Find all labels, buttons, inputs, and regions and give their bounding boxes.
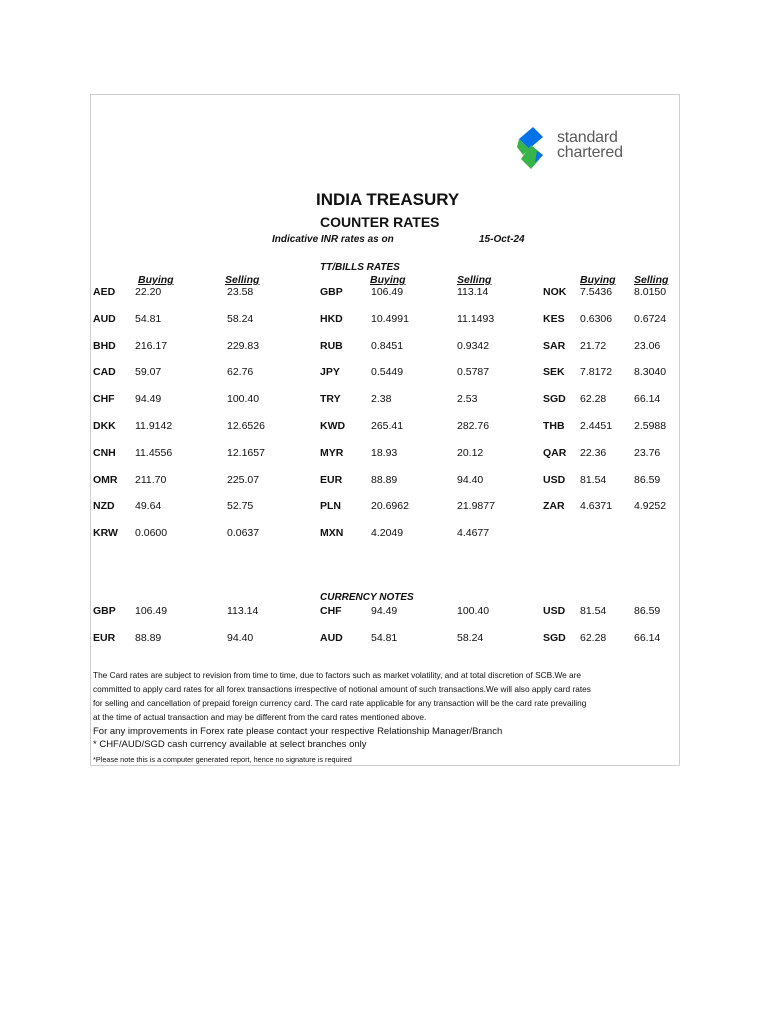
left-currency-code: CAD bbox=[93, 366, 116, 379]
left-currency-code: CNH bbox=[93, 446, 116, 459]
middle-currency-code: RUB bbox=[320, 339, 343, 352]
right-currency-code: NOK bbox=[543, 286, 567, 298]
left-currency-code: CHF bbox=[93, 393, 115, 406]
left-buying-rate: 106.49 bbox=[135, 605, 168, 617]
logo-line-2: chartered bbox=[557, 144, 623, 161]
right-buying-rate: 62.28 bbox=[580, 632, 607, 644]
left-selling-rate: 0.0637 bbox=[227, 527, 260, 540]
middle-currency-code: GBP bbox=[320, 286, 343, 298]
left-selling-rate: 12.1657 bbox=[227, 446, 265, 459]
logo-line-1: standard bbox=[557, 129, 618, 146]
right-selling-header: Selling bbox=[634, 274, 669, 286]
right-selling-rate: 23.06 bbox=[634, 339, 661, 352]
left-currency-code: AUD bbox=[93, 312, 116, 325]
middle-currency-code: AUD bbox=[320, 632, 343, 644]
middle-selling-rate: 100.40 bbox=[457, 605, 490, 617]
standard-chartered-logo bbox=[515, 125, 647, 171]
card-rates-note-line-2: committed to apply card rates for all forex transactions irrespective of notional amount of such transactions.We will also apply card rates bbox=[93, 684, 591, 694]
right-currency-code: USD bbox=[543, 605, 566, 617]
page-subtitle: COUNTER RATES bbox=[320, 214, 440, 230]
left-selling-rate: 100.40 bbox=[227, 393, 260, 406]
middle-buying-rate: 106.49 bbox=[371, 286, 404, 298]
left-buying-rate: 11.4556 bbox=[135, 446, 173, 459]
middle-currency-code: HKD bbox=[320, 312, 343, 325]
left-selling-rate: 52.75 bbox=[227, 500, 254, 513]
middle-selling-header: Selling bbox=[457, 274, 492, 286]
middle-buying-rate: 265.41 bbox=[371, 420, 404, 432]
currency-notes-section-title: CURRENCY NOTES bbox=[320, 592, 414, 603]
right-currency-code: ZAR bbox=[543, 500, 565, 513]
card-rates-note-line-1: The Card rates are subject to revision from time to time, due to factors such as market volatility, and at total discretion of SCB.We are bbox=[93, 670, 582, 680]
middle-currency-code: CHF bbox=[320, 605, 342, 617]
left-buying-rate: 94.49 bbox=[135, 393, 162, 406]
middle-buying-rate: 20.6962 bbox=[371, 500, 409, 513]
middle-buying-header: Buying bbox=[370, 274, 406, 286]
right-buying-rate: 62.28 bbox=[580, 393, 607, 406]
left-selling-header: Selling bbox=[225, 274, 260, 286]
right-selling-rate: 86.59 bbox=[634, 473, 661, 486]
middle-currency-code: JPY bbox=[320, 366, 340, 379]
right-buying-rate: 4.6371 bbox=[580, 500, 613, 513]
right-currency-code: USD bbox=[543, 473, 566, 486]
tt-bills-section-title: TT/BILLS RATES bbox=[320, 262, 400, 273]
middle-selling-rate: 282.76 bbox=[457, 420, 490, 432]
rate-sheet bbox=[90, 94, 680, 766]
left-currency-code: AED bbox=[93, 286, 116, 298]
middle-buying-rate: 88.89 bbox=[371, 473, 398, 486]
left-selling-rate: 62.76 bbox=[227, 366, 254, 379]
right-selling-rate: 0.6724 bbox=[634, 312, 667, 325]
middle-selling-rate: 58.24 bbox=[457, 632, 484, 644]
left-buying-header: Buying bbox=[138, 274, 174, 286]
left-selling-rate: 12.6526 bbox=[227, 420, 265, 432]
contact-note: For any improvements in Forex rate please contact your respective Relationship Manager/Branch bbox=[93, 726, 503, 737]
right-selling-rate: 8.3040 bbox=[634, 366, 667, 379]
left-buying-rate: 11.9142 bbox=[135, 420, 173, 432]
middle-selling-rate: 4.4677 bbox=[457, 527, 490, 540]
left-selling-rate: 94.40 bbox=[227, 632, 254, 644]
left-currency-code: OMR bbox=[93, 473, 118, 486]
card-rates-note-line-4: at the time of actual transaction and may be different from the card rates mentioned above. bbox=[93, 712, 427, 722]
middle-selling-rate: 21.9877 bbox=[457, 500, 495, 513]
middle-selling-rate: 0.5787 bbox=[457, 366, 490, 379]
middle-currency-code: KWD bbox=[320, 420, 346, 432]
right-currency-code: QAR bbox=[543, 446, 567, 459]
middle-currency-code: PLN bbox=[320, 500, 341, 513]
left-buying-rate: 88.89 bbox=[135, 632, 162, 644]
left-currency-code: NZD bbox=[93, 500, 115, 513]
indicative-label: Indicative INR rates as on bbox=[272, 234, 394, 245]
left-buying-rate: 0.0600 bbox=[135, 527, 168, 540]
left-buying-rate: 49.64 bbox=[135, 500, 162, 513]
middle-selling-rate: 11.1493 bbox=[457, 312, 495, 325]
middle-selling-rate: 113.14 bbox=[457, 286, 489, 298]
left-buying-rate: 59.07 bbox=[135, 366, 162, 379]
middle-currency-code: EUR bbox=[320, 473, 343, 486]
left-currency-code: GBP bbox=[93, 605, 116, 617]
right-currency-code: SGD bbox=[543, 393, 566, 406]
right-selling-rate: 66.14 bbox=[634, 632, 661, 644]
middle-buying-rate: 0.5449 bbox=[371, 366, 404, 379]
right-selling-rate: 23.76 bbox=[634, 446, 661, 459]
middle-buying-rate: 10.4991 bbox=[371, 312, 409, 325]
right-currency-code: THB bbox=[543, 420, 565, 432]
middle-buying-rate: 4.2049 bbox=[371, 527, 404, 540]
middle-currency-code: TRY bbox=[320, 393, 341, 406]
middle-buying-rate: 18.93 bbox=[371, 446, 398, 459]
standard-chartered-logo-icon bbox=[515, 125, 549, 171]
logo-wordmark bbox=[557, 130, 623, 160]
right-buying-rate: 21.72 bbox=[580, 339, 607, 352]
left-currency-code: KRW bbox=[93, 527, 118, 540]
right-buying-rate: 2.4451 bbox=[580, 420, 613, 432]
left-currency-code: BHD bbox=[93, 339, 116, 352]
left-buying-rate: 22.20 bbox=[135, 286, 162, 298]
card-rates-note-line-3: for selling and cancellation of prepaid foreign currency card. The card rate applicable for any transaction will be the card rate prevailing bbox=[93, 698, 587, 708]
left-buying-rate: 54.81 bbox=[135, 312, 162, 325]
middle-buying-rate: 94.49 bbox=[371, 605, 398, 617]
middle-selling-rate: 20.12 bbox=[457, 446, 484, 459]
computer-generated-note: *Please note this is a computer generated report, hence no signature is required bbox=[93, 755, 352, 764]
right-buying-rate: 81.54 bbox=[580, 605, 607, 617]
right-selling-rate: 4.9252 bbox=[634, 500, 667, 513]
left-selling-rate: 229.83 bbox=[227, 339, 260, 352]
middle-buying-rate: 54.81 bbox=[371, 632, 398, 644]
right-currency-code: KES bbox=[543, 312, 565, 325]
right-buying-rate: 7.5436 bbox=[580, 286, 613, 298]
middle-buying-rate: 0.8451 bbox=[371, 339, 404, 352]
availability-note: * CHF/AUD/SGD cash currency available at select branches only bbox=[93, 739, 367, 750]
middle-selling-rate: 2.53 bbox=[457, 393, 478, 406]
left-selling-rate: 225.07 bbox=[227, 473, 260, 486]
right-currency-code: SAR bbox=[543, 339, 566, 352]
left-selling-rate: 23.58 bbox=[227, 286, 254, 298]
right-buying-rate: 22.36 bbox=[580, 446, 607, 459]
left-buying-rate: 216.17 bbox=[135, 339, 168, 352]
right-buying-rate: 7.8172 bbox=[580, 366, 613, 379]
right-buying-rate: 0.6306 bbox=[580, 312, 613, 325]
middle-buying-rate: 2.38 bbox=[371, 393, 392, 406]
left-currency-code: DKK bbox=[93, 420, 116, 432]
rate-date: 15-Oct-24 bbox=[479, 234, 525, 245]
right-buying-rate: 81.54 bbox=[580, 473, 607, 486]
right-buying-header: Buying bbox=[580, 274, 616, 286]
left-selling-rate: 58.24 bbox=[227, 312, 254, 325]
left-currency-code: EUR bbox=[93, 632, 116, 644]
middle-selling-rate: 0.9342 bbox=[457, 339, 490, 352]
right-selling-rate: 8.0150 bbox=[634, 286, 667, 298]
right-selling-rate: 86.59 bbox=[634, 605, 661, 617]
left-selling-rate: 113.14 bbox=[227, 605, 259, 617]
page-title: INDIA TREASURY bbox=[316, 190, 460, 209]
left-buying-rate: 211.70 bbox=[135, 473, 167, 486]
right-currency-code: SEK bbox=[543, 366, 565, 379]
middle-currency-code: MXN bbox=[320, 527, 344, 540]
right-selling-rate: 2.5988 bbox=[634, 420, 667, 432]
right-currency-code: SGD bbox=[543, 632, 566, 644]
right-selling-rate: 66.14 bbox=[634, 393, 661, 406]
middle-selling-rate: 94.40 bbox=[457, 473, 484, 486]
middle-currency-code: MYR bbox=[320, 446, 344, 459]
